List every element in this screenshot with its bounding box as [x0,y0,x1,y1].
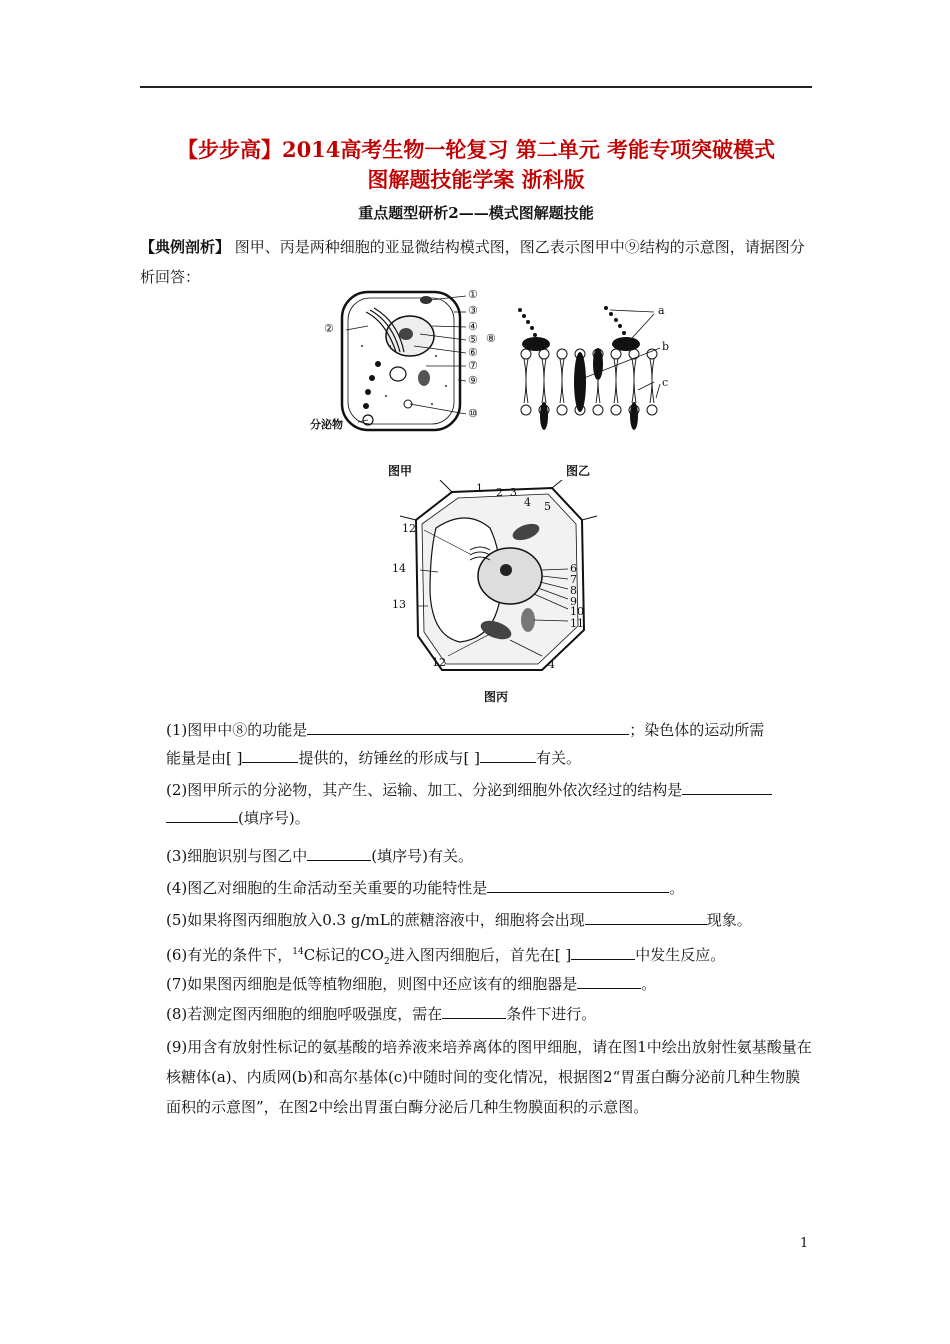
q2-text-b: (填序号)。 [238,809,310,827]
bing-label-13: 13 [392,598,406,611]
q1-text-c: 能量是由[ ] [166,749,243,767]
q2-blank-2[interactable] [166,806,238,823]
caption-bing: 图丙 [484,690,509,704]
intro-paragraph [140,232,812,292]
bing-label-1: 1 [476,482,483,495]
q7-text-b: 。 [641,975,657,993]
jia-label-4: ④ [468,320,478,333]
bing-label-4-bottom: 4 [548,658,555,671]
bing-label-7: 7 [570,573,577,586]
intro-tag: 【典例剖析】 [140,238,231,256]
bing-label-12-bottom: 12 [432,656,446,669]
yi-label-c: c [662,376,669,389]
question-5 [166,906,812,934]
q6-blank[interactable] [571,943,635,960]
bing-label-6: 6 [570,562,577,575]
question-1 [166,716,812,772]
q1-text-a: (1)图甲中⑧的功能是 [166,721,308,739]
question-3 [166,842,812,870]
subtitle: 重点题型研析2——模式图解题技能 [358,204,594,222]
jia-label-8: ⑧ [486,332,496,345]
q4-text-b: 。 [669,879,685,897]
bing-label-8: 8 [570,584,577,597]
title-line-2: 图解题技能学案 浙科版 [367,167,585,192]
q6-text-b: C标记的CO [303,946,384,964]
q1-blank-function[interactable] [307,718,629,735]
q4-blank[interactable] [487,876,669,893]
q7-blank[interactable] [577,972,641,989]
caption-yi: 图乙 [566,464,591,478]
question-4 [166,874,812,902]
title-line-1: 【步步高】2014高考生物一轮复习 第二单元 考能专项突破模式 [176,137,776,162]
jia-label-7: ⑦ [468,359,478,372]
jia-label-5: ⑤ [468,333,478,346]
jia-label-9: ⑨ [468,374,478,387]
figure-yi-drawing [514,298,684,438]
question-7 [166,970,812,998]
jia-label-1: ① [468,288,478,301]
bing-label-5: 5 [544,500,551,513]
jia-label-6: ⑥ [468,346,478,359]
question-8 [166,1000,812,1028]
q6-superscript: 14 [292,947,304,957]
jia-label-10: ⑩ [468,407,478,420]
q5-text-a: (5)如果将图丙细胞放入0.3 g/mL的蔗糖溶液中，细胞将会出现 [166,911,585,929]
figure-yi [514,298,684,438]
q1-blank-spindle[interactable] [480,746,536,763]
bing-label-10: 10 [570,605,584,618]
q1-text-e: 有关。 [535,749,581,767]
bing-label-12-top: 12 [402,522,416,535]
q8-text-a: (8)若测定图丙细胞的细胞呼吸强度，需在 [166,1005,443,1023]
page-number: 1 [800,1236,809,1251]
q6-text-c: 进入图丙细胞后，首先在[ ] [389,946,572,964]
bing-label-2: 2 [496,486,503,499]
header-rule [140,86,812,88]
q7-text-a: (7)如果图丙细胞是低等植物细胞，则图中还应该有的细胞器是 [166,975,578,993]
q1-text-b: ；染色体的运动所需 [629,721,765,739]
q2-text-a: (2)图甲所示的分泌物，其产生、运输、加工、分泌到细胞外依次经过的结构是 [166,781,683,799]
figure-bing [392,480,602,678]
q8-blank[interactable] [442,1002,506,1019]
bing-label-9: 9 [570,595,577,608]
bing-label-11: 11 [570,617,584,630]
jia-label-3: ③ [468,304,478,317]
q3-blank[interactable] [307,844,371,861]
bing-label-4: 4 [524,496,531,509]
jia-secretion-label: 分泌物 [310,418,343,431]
q6-subscript: 2 [383,957,390,967]
q6-text-a: (6)有光的条件下， [166,946,293,964]
caption-jia: 图甲 [388,464,413,478]
q5-text-b: 现象。 [706,911,752,929]
bing-label-3: 3 [510,486,517,499]
bing-label-14: 14 [392,562,406,575]
q1-text-d: 提供的，纺锤丝的形成与[ ] [298,749,480,767]
q8-text-b: 条件下进行。 [506,1005,597,1023]
q1-blank-energy[interactable] [242,746,298,763]
question-2 [166,776,812,832]
q3-text-a: (3)细胞识别与图乙中 [166,847,308,865]
intro-text: 图甲、丙是两种细胞的亚显微结构模式图，图乙表示图甲中⑨结构的示意图，请据图分析回答： [140,238,805,286]
q3-text-b: (填序号)有关。 [371,847,473,865]
q4-text-a: (4)图乙对细胞的生命活动至关重要的功能特性是 [166,879,488,897]
question-9: (9)用含有放射性标记的氨基酸的培养液来培养离体的图甲细胞，请在图1中绘出放射性氨基酸量在核糖体(a)、内质网(b)和高尔基体(c)中随时间的变化情况，根据图2“胃蛋白酶分泌前几种生物膜面积的示意图”，在图2中绘出胃蛋白酶分泌后几种生物膜面积的示意图。 [166,1038,812,1116]
q5-blank[interactable] [585,908,707,925]
q6-text-d: 中发生反应。 [635,946,726,964]
jia-label-2: ② [324,322,334,335]
q2-blank-1[interactable] [682,778,772,795]
figure-jia [306,286,506,436]
yi-label-b: b [662,340,670,353]
yi-label-a: a [658,304,665,317]
